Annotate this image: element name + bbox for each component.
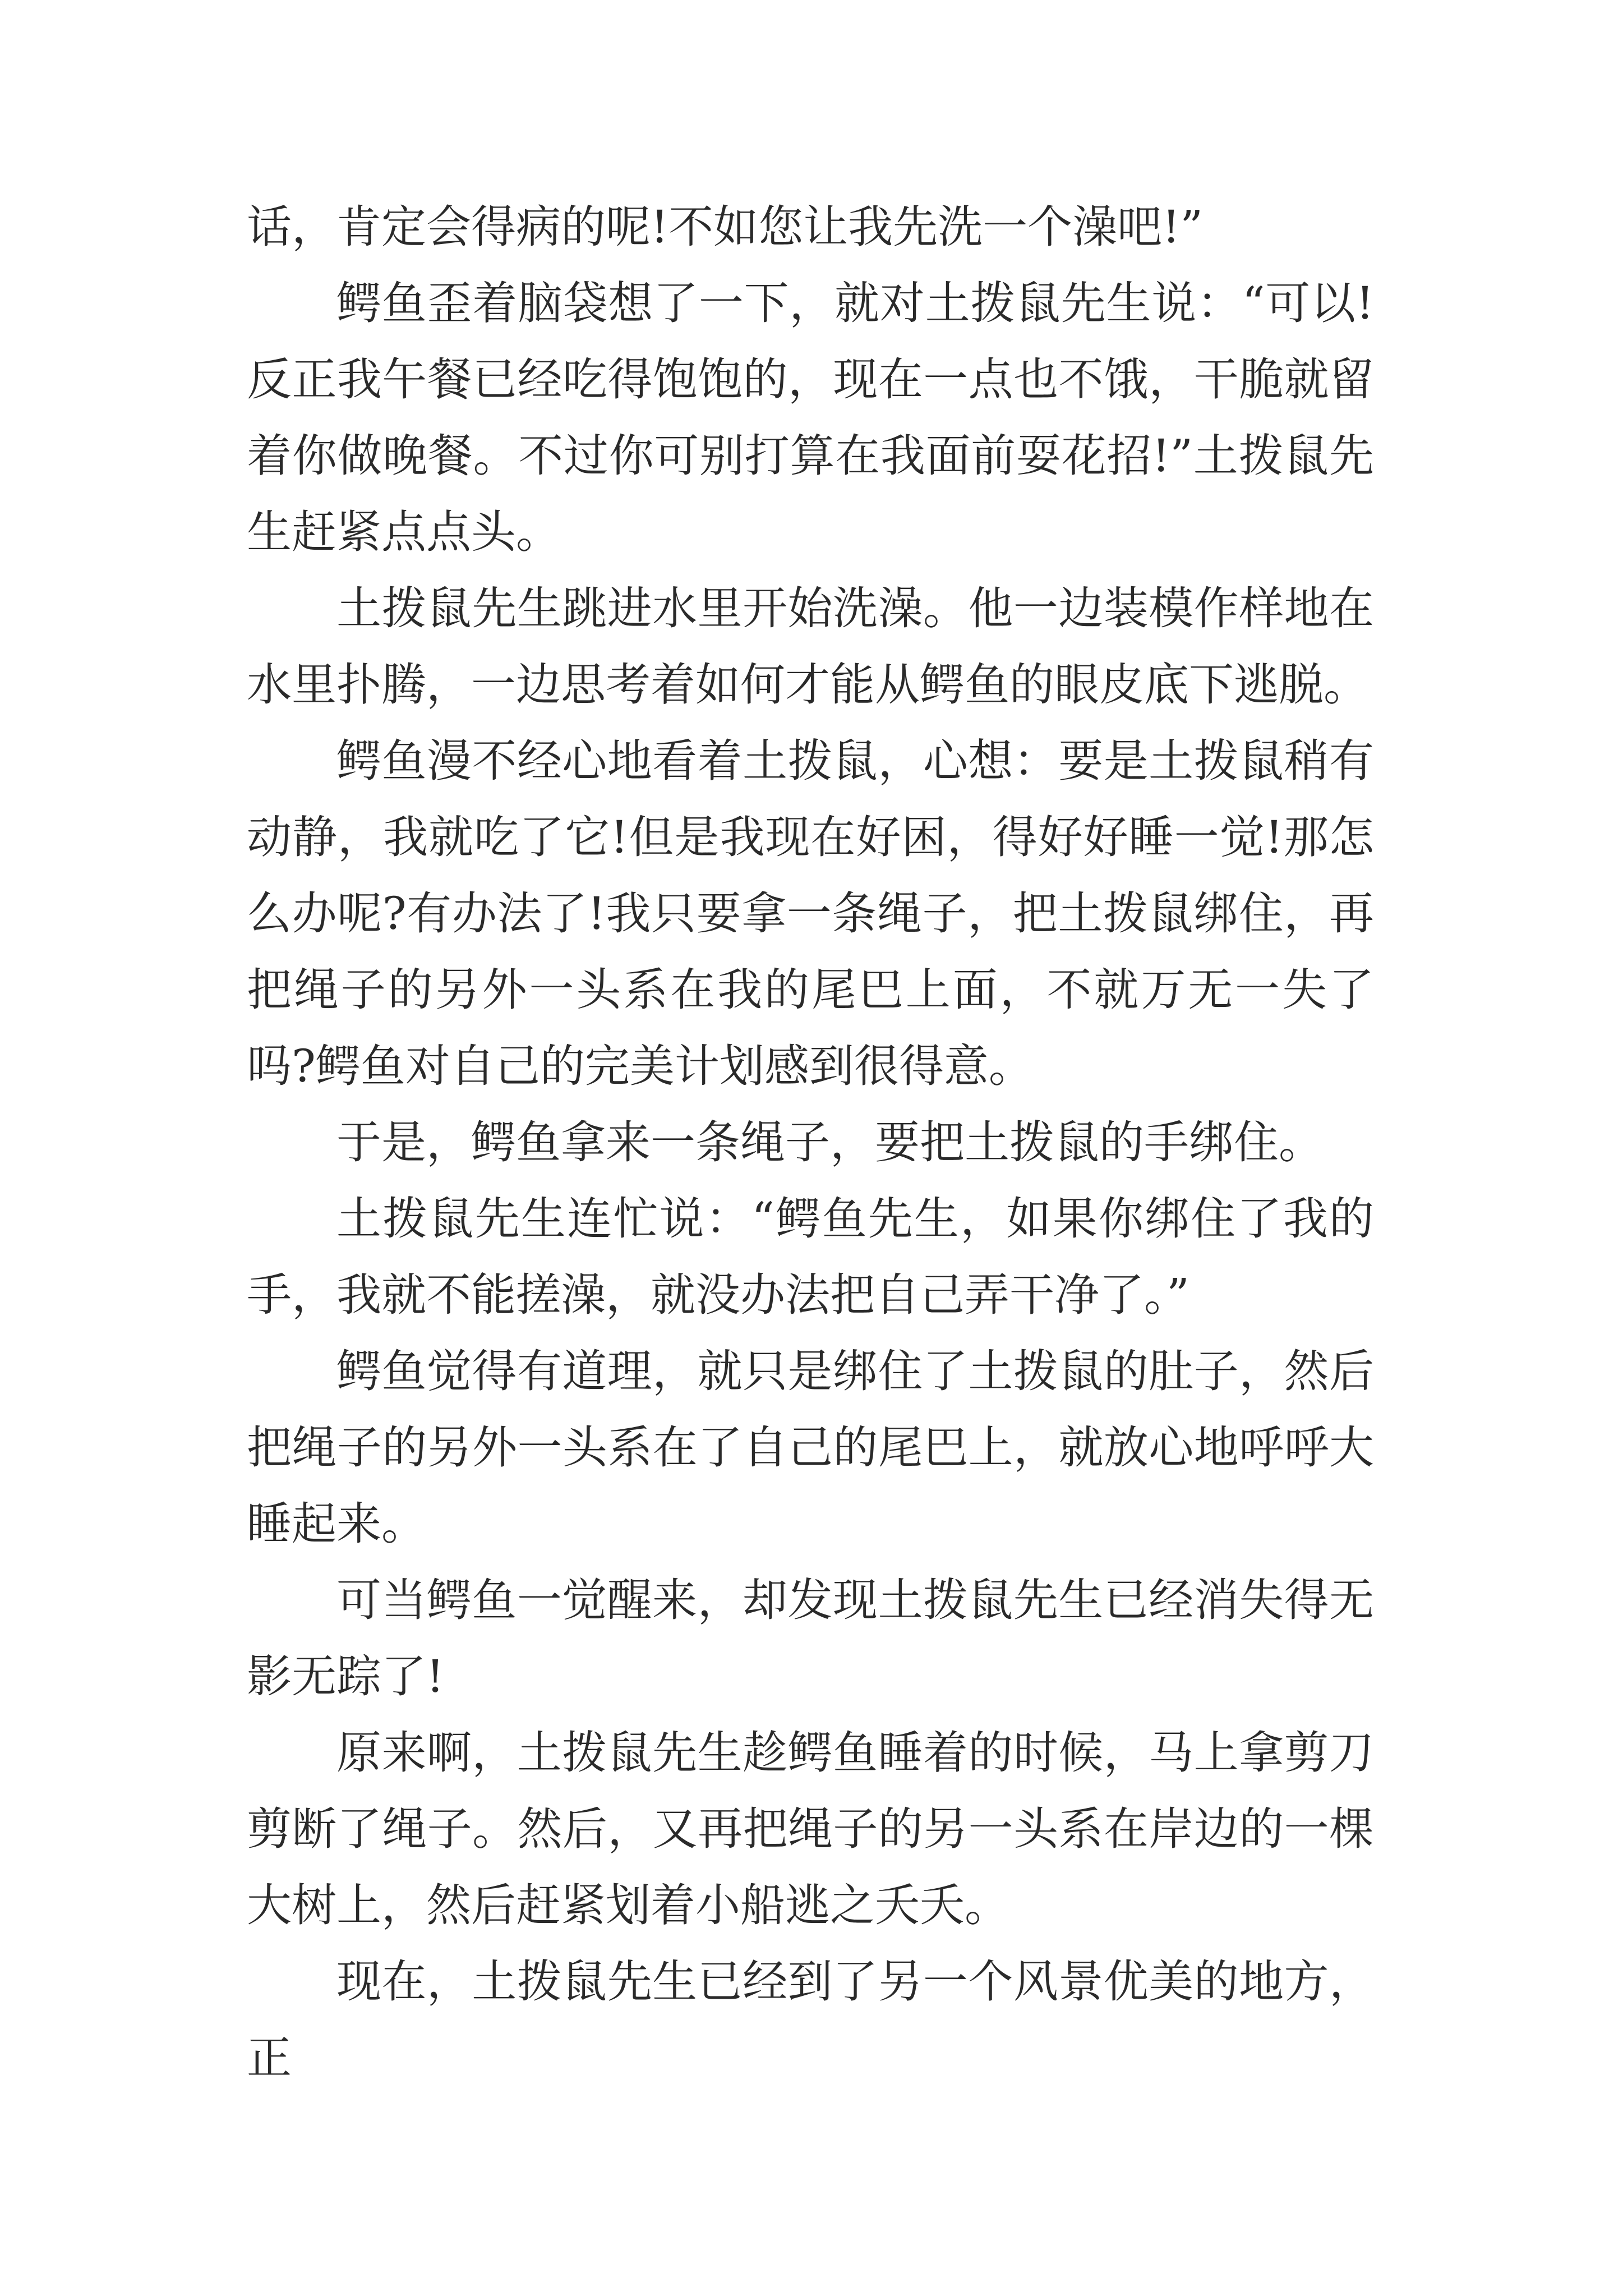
paragraph: 鳄鱼觉得有道理，就只是绑住了土拨鼠的肚子，然后把绳子的另外一头系在了自己的尾巴上，就放心地呼呼大睡起来。 (247, 1345, 1374, 1550)
paragraph: 现在，土拨鼠先生已经到了另一个风景优美的地方，正 (247, 1955, 1374, 2084)
paragraph: 鳄鱼歪着脑袋想了一下，就对土拨鼠先生说：“可以!反正我午餐已经吃得饱饱的，现在一点也不饿，干脆就留着你做晚餐。不过你可别打算在我面前耍花招!”土拨鼠先生赶紧点点头。 (247, 277, 1374, 558)
paragraph: 可当鳄鱼一觉醒来，却发现土拨鼠先生已经消失得无影无踪了! (247, 1574, 1374, 1703)
paragraph: 原来啊，土拨鼠先生趁鳄鱼睡着的时候，马上拿剪刀剪断了绳子。然后，又再把绳子的另一头系在岸边的一棵大树上，然后赶紧划着小船逃之夭夭。 (247, 1727, 1374, 1931)
paragraph: 土拨鼠先生跳进水里开始洗澡。他一边装模作样地在水里扑腾，一边思考着如何才能从鳄鱼的眼皮底下逃脱。 (247, 582, 1374, 711)
story-text (247, 189, 1374, 2096)
paragraph-continuation: 话，肯定会得病的呢!不如您让我先洗一个澡吧!” (247, 201, 1204, 253)
paragraph: 土拨鼠先生连忙说：“鳄鱼先生，如果你绑住了我的手，我就不能搓澡，就没办法把自己弄干净了。” (247, 1193, 1374, 1321)
paragraph: 鳄鱼漫不经心地看着土拨鼠，心想：要是土拨鼠稍有动静，我就吃了它!但是我现在好困，得好好睡一觉!那怎么办呢?有办法了!我只要拿一条绳子，把土拨鼠绑住，再把绳子的另外一头系在我的尾巴上面，不就万无一失了吗?鳄鱼对自己的完美计划感到很得意。 (247, 735, 1374, 1092)
paragraph: 于是，鳄鱼拿来一条绳子，要把土拨鼠的手绑住。 (336, 1116, 1324, 1168)
